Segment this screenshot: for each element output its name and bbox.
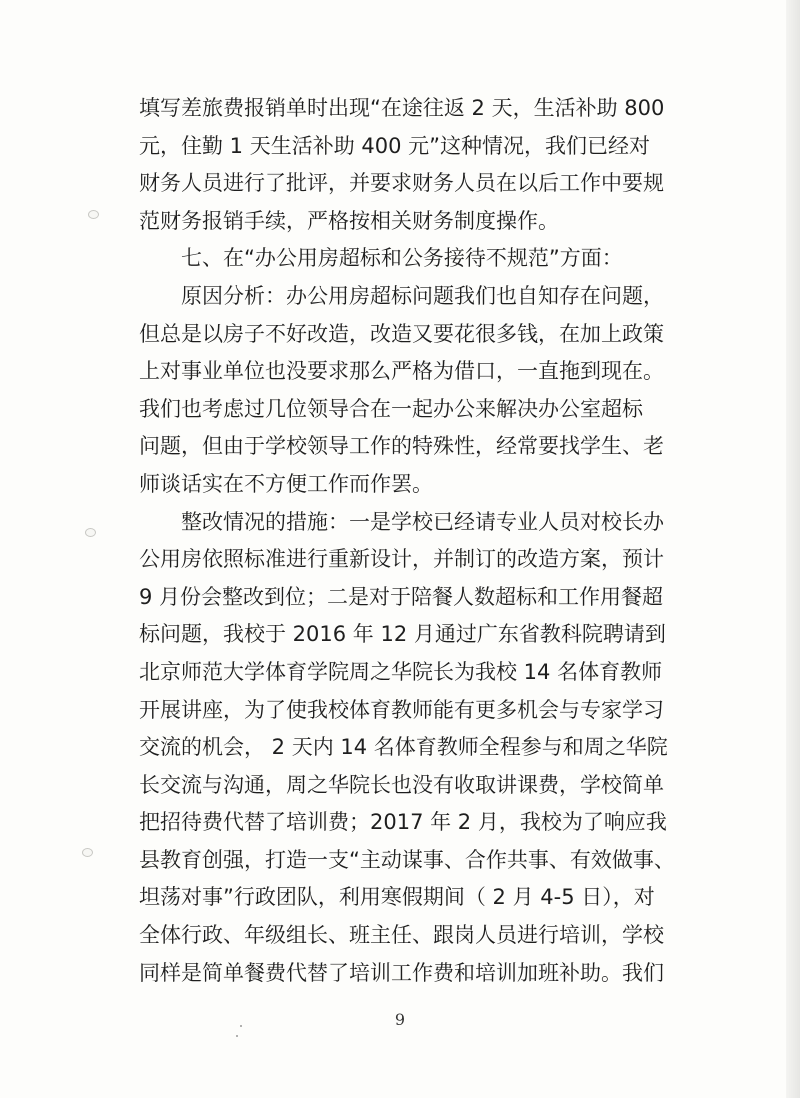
text-line: 全体行政、年级组长、班主任、跟岗人员进行培训，学校 <box>139 923 664 948</box>
text-line: 上对事业单位也没要求那么严格为借口，一直拖到现在。 <box>139 359 664 384</box>
text-line: 把招待费代替了培训费；2017 年 2 月，我校为了响应我 <box>139 810 667 835</box>
text-line: 县教育创强，打造一支“主动谋事、合作共事、有效做事、 <box>139 847 675 872</box>
text-line: 标问题，我校于 2016 年 12 月通过广东省教科院聘请到 <box>139 622 666 647</box>
text-line: 同样是简单餐费代替了培训工作费和培训加班补助。我们 <box>139 960 664 985</box>
text-line: 但总是以房子不好改造，改造又要花很多钱，在加上政策 <box>139 321 664 346</box>
scan-speck <box>236 1035 238 1037</box>
page-number: 9 <box>394 1010 406 1029</box>
text-line: 元，住勤 1 天生活补助 400 元”这种情况，我们已经对 <box>139 133 651 158</box>
punch-hole-mark <box>88 210 99 219</box>
page-edge-shadow <box>786 0 800 1098</box>
text-line: 公用房依照标准进行重新设计，并制订的改造方案，预计 <box>139 547 664 572</box>
text-line: 问题，但由于学校领导工作的特殊性，经常要找学生、老 <box>139 434 664 459</box>
text-line: 长交流与沟通，周之华院长也没有收取讲课费，学校简单 <box>139 772 664 797</box>
text-line: 开展讲座，为了使我校体育教师能有更多机会与专家学习 <box>139 697 664 722</box>
text-line: 我们也考虑过几位领导合在一起办公来解决办公室超标 <box>139 396 643 421</box>
body-text <box>139 90 685 992</box>
text-line: 交流的机会， 2 天内 14 名体育教师全程参与和周之华院 <box>139 735 668 760</box>
text-line: 财务人员进行了批评，并要求财务人员在以后工作中要规 <box>139 171 664 196</box>
text-line: 范财务报销手续，严格按相关财务制度操作。 <box>139 208 559 233</box>
punch-hole-mark <box>82 848 93 857</box>
text-line: 原因分析：办公用房超标问题我们也自知存在问题， <box>181 283 664 308</box>
text-line: 师谈话实在不方便工作而作罢。 <box>139 471 433 496</box>
text-line: 填写差旅费报销单时出现“在途往返 2 天，生活补助 800 <box>139 96 665 120</box>
text-line: 北京师范大学体育学院周之华院长为我校 14 名体育教师 <box>139 659 663 684</box>
text-line: 七、在“办公用房超标和公务接待不规范”方面： <box>181 246 623 271</box>
text-line: 整改情况的措施：一是学校已经请专业人员对校长办 <box>181 509 664 534</box>
text-line: 9 月份会整改到位；二是对于陪餐人数超标和工作用餐超 <box>139 584 664 609</box>
punch-hole-mark <box>85 528 96 537</box>
text-line: 坦荡对事”行政团队，利用寒假期间（ 2 月 4-5 日），对 <box>139 885 655 910</box>
